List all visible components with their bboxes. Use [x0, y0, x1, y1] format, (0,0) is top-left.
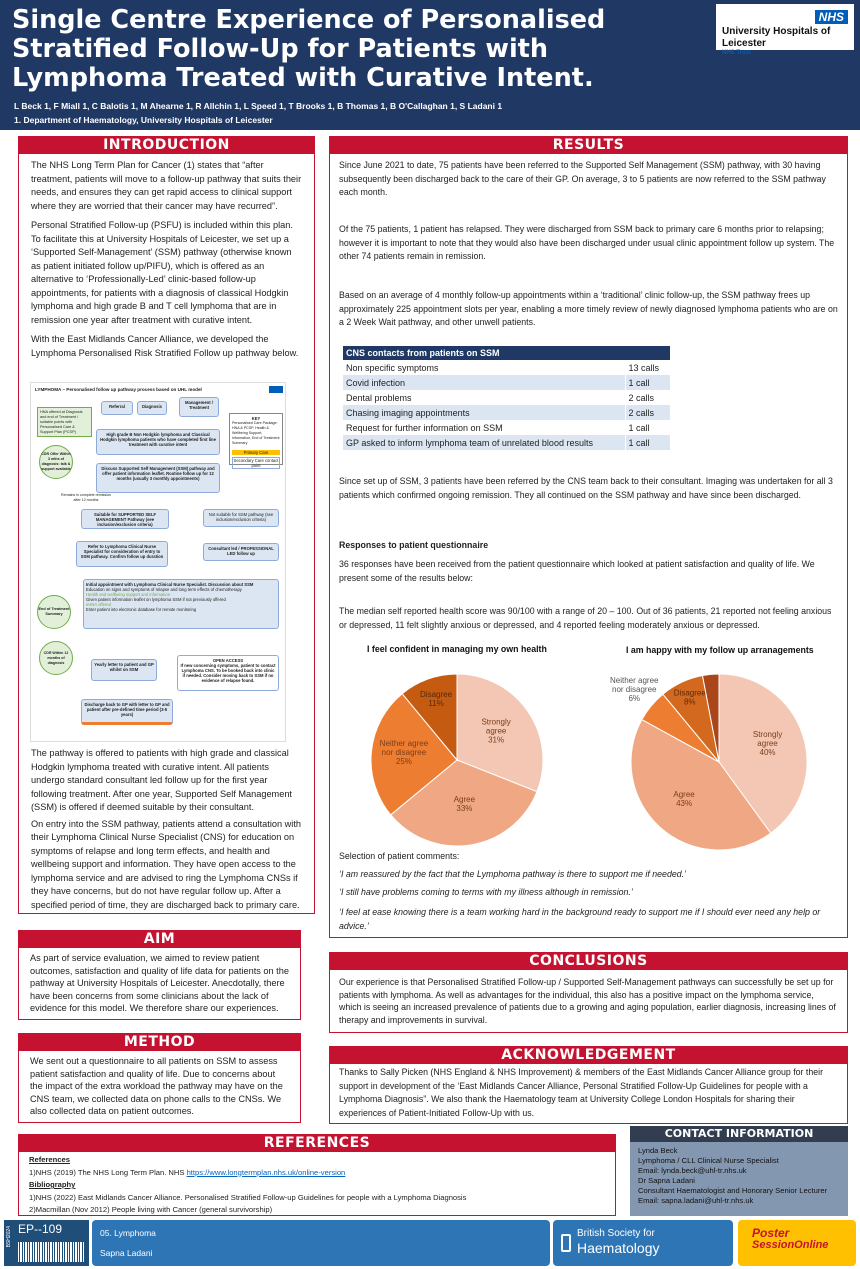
pie-label: Strongly agree 31% — [481, 717, 511, 745]
pso-line1: Poster — [752, 1226, 790, 1240]
side-code: BSH2024 — [6, 1226, 12, 1248]
acknowledgement-panel — [329, 1046, 848, 1124]
pie-label: Strongly agree 40% — [752, 730, 783, 758]
table-row: Non specific symptoms 13 calls — [343, 360, 670, 375]
conclusions-panel — [329, 952, 848, 1033]
author-list: L Beck 1, F Miall 1, C Balotis 1, M Ahearne 1, R Allchin 1, L Speed 1, T Brooks 1, B Thomas 1, B O'Callaghan 1, S Ladani 1 — [14, 101, 503, 111]
discharge-box: Discharge back to GP with letter to GP and patient after pre-defined time period (3-5 years) — [81, 699, 173, 725]
category-block — [92, 1220, 550, 1266]
table-header: CNS contacts from patients on SSM — [343, 346, 670, 360]
acknowledgement-text: Thanks to Sally Picken (NHS England & NHS Improvement) & members of the East Midlands Cancer Alliance group for their support in development of the ‘East Midlands Cancer Alliance, Personal Stratified Follow-Up Guidelines for people with a Lymphoma Diagnosis”. We also thank the Haematology team at University College London Hospitals for sharing their experiences of Patient-Initiated Follow-Up with us. — [339, 1067, 824, 1118]
patient-comment: ‘I am reassured by the fact that the Lymphoma pathway is there to support me if needed.’ — [339, 869, 687, 879]
hna-box: HNA offered at Diagnosis and end of Treatment / suitable points with Personalised Care & Support Plan (PCSP) — [37, 407, 92, 437]
contact-panel — [630, 1126, 848, 1216]
conclusions-heading: CONCLUSIONS — [330, 953, 847, 970]
diagnosis-box: Diagnosis — [137, 401, 167, 415]
contact-email: Email: lynda.beck@uhl-tr.nhs.uk — [638, 1166, 747, 1175]
consultant-led-box: Consultant led / PROFESSIONAL LED follow up — [203, 543, 279, 561]
table-row: GP asked to inform lymphoma team of unrelated blood results 1 call — [343, 435, 670, 450]
open-access-text: If new concerning symptoms, patient to contact Lymphoma CNS. To be booked back into clinic if needed. Consider moving back to SSM if no evidence of relapse found. — [180, 663, 276, 683]
flowchart-title: LYMPHOMA – Personalised follow up pathway process based on UHL model — [35, 387, 202, 392]
intro-paragraph: On entry into the SSM pathway, patients attend a consultation with their Lymphoma Clinical Nurse Specialist (CNS) for education on symptoms of relapse and long term effects, and health and wellbeing support and information. They have open access to the lymphoma service and are advised to ring the Lymphoma CNSs if they have concerns, but do not have regular follow up. After a specified period of time, they are discharged back to primary care. — [31, 818, 301, 910]
bsh-logo — [553, 1220, 733, 1266]
referral-box: Referral — [101, 401, 133, 415]
intro-paragraph: The pathway is offered to patients with high grade and classical Hodgkin lymphoma treated with curative intent. All patients undergo standard consultant led follow up for the first year following treatment. After one year, Supported Self Management (SSM) is offered if deemed suitable by their consultant. — [31, 748, 292, 812]
pie-label: Disagree 11% — [420, 690, 453, 709]
bibliography-label: Bibliography — [29, 1180, 76, 1189]
bsh-line1: British Society for — [577, 1228, 655, 1239]
results-p6: The median self reported health score was 90/100 with a range of 20 – 100. Out of 36 patients, 21 reported not feeling anxious or depressed, 11 felt slightly anxious or depressed, and 4 reported feeling moderately anxious or depressed. — [339, 606, 832, 630]
eot-circle: End of Treatment Summary — [37, 595, 71, 629]
open-access-title: OPEN ACCESS — [212, 658, 244, 663]
reference-link[interactable]: https://www.longtermplan.nhs.uk/online-version — [186, 1167, 346, 1177]
intro-paragraph: Personal Stratified Follow-up (PSFU) is included within this plan. To facilitate this at University Hospitals of Leicester, we set up a ‘Supported Self-Management’ (SSM) pathway (otherwise known as patient initiated follow up/PIFU), which is offered as an alternative to ‘Professionally-Led’ clinic-based follow-up appointments, for patients with a diagnosis of classical Hodgkin lymphoma and high grade B and T cell lymphoma that are in remission one year after treatment with curative intent. — [31, 220, 293, 325]
aim-text: As part of service evaluation, we aimed to review patient outcomes, satisfaction and quality of life data for patients on the pathway at University Hospitals of Leicester. Anecdotally, there have been concerns from some clinicians about the lack of evidence for this model. We therefore share our experiences. — [30, 953, 289, 1013]
questionnaire-heading: Responses to patient questionnaire — [339, 540, 489, 550]
poster-title: Single Centre Experience of Personalised Stratified Follow-Up for Patients with Lymphoma Treated with Curative Intent. — [12, 5, 606, 93]
not-suitable-box: Not suitable for SSM pathway (see inclusion/exclusion criteria) — [203, 509, 279, 527]
key-text: Personalised Care Package: HNA & PCSP, Health & Wellbeing Support, Information, End of Treatment Summary — [232, 421, 280, 445]
secondary-care-key: Secondary Care contact point — [233, 458, 279, 468]
reference-item: 1)NHS (2019) The NHS Long Term Plan. NHS https://www.longtermplan.nhs.uk/online-version — [29, 1167, 346, 1177]
nhs-logo — [716, 4, 854, 56]
remission-note: Remains in complete remission after 12 months — [61, 493, 111, 502]
pie-label: Neither agree nor disagree 25% — [379, 738, 429, 766]
intro-paragraph: With the East Midlands Cancer Alliance, we developed the Lymphoma Personalised Risk Stratified Follow up pathway below. — [31, 334, 299, 358]
references-heading: REFERENCES — [19, 1135, 615, 1152]
method-text: We sent out a questionnaire to all patients on SSM to assess patient satisfaction and quality of life. Due to concerns about the impact of the extra workload the pathway may have on the CNS team, we collected data on phone calls to the CNSs. We also collected data on patient outcomes. — [30, 1056, 283, 1116]
key-box — [229, 413, 283, 468]
nhs-trust-name: University Hospitals of Leicester — [722, 26, 831, 49]
pie-chart-2-title: I am happy with my follow up arranagements — [626, 645, 814, 655]
management-box: Management / Treatment — [179, 397, 219, 417]
bullet-item: Health and wellbeing support and information — [86, 592, 171, 597]
results-p2: Of the 75 patients, 1 patient has relapsed. They were discharged from SSM back to primary care 6 months prior to relapsing; however it is important to note that they would also have been discharged under usual clinic appointment follow up system. The other 74 patients remain in remission. — [339, 224, 835, 261]
barcode-icon — [18, 1242, 84, 1262]
references-panel — [18, 1134, 616, 1216]
patient-comment: ‘I still have problems coming to terms with my illness although in remission.’ — [339, 887, 633, 897]
comments-heading: Selection of patient comments: — [339, 851, 460, 861]
poster-footer — [0, 1220, 860, 1269]
pie-label: Neither agree nor disagree 6% — [610, 675, 659, 703]
contact-line: Lynda Beck — [638, 1146, 678, 1155]
poster-code-block — [4, 1220, 89, 1266]
contact-line: Lymphoma / CLL Clinical Nurse Specialist — [638, 1156, 779, 1165]
contact-line: Consultant Haematologist and Honorary Senior Lecturer — [638, 1186, 828, 1195]
category-label: 05. Lymphoma — [100, 1228, 156, 1238]
pie-label: Disagree 8% — [673, 688, 706, 707]
patient-comment: ‘I feel at ease knowing there is a team working hard in the background ready to support me if I should ever need any help or advice.’ — [339, 907, 821, 931]
results-p3: Based on an average of 4 monthly follow-up appointments within a ‘traditional’ clinic follow-up, the SSM pathway frees up approximately 225 appointment slots per year, enabling a more timely review of newly diagnosed lymphoma patients who are on a 2 Week Wait pathway, and other unwell patients. — [339, 290, 838, 327]
high-grade-box: High grade B Non Hodgkin lymphoma and Classical Hodgkin lymphoma patients who have completed first line treatment with curative intent — [96, 429, 220, 455]
bsh-icon — [561, 1234, 571, 1252]
pathway-flowchart — [30, 382, 286, 742]
bibliography-item: 2)Macmillan (Nov 2012) People living with Cancer (general survivorship) — [29, 1205, 273, 1214]
open-access-box — [177, 655, 279, 691]
conclusions-text: Our experience is that Personalised Stratified Follow-up / Supported Self-Management pathways can successfully be set up for patients with lymphoma. As well as advantages for the individual, this also has a positive impact on the lymphoma service, which is seeing an increased prevalence of patients due to a growing and aging population, earlier diagnosis, increasing lines of therapy and improvements in survival. — [339, 977, 836, 1025]
poster-header — [0, 0, 860, 130]
results-p5: 36 responses have been received from the patient questionnaire which looked at patient satisfaction and quality of life. We present some of the results below: — [339, 559, 815, 583]
presenter-name: Sapna Ladani — [100, 1248, 153, 1258]
method-heading: METHOD — [19, 1034, 300, 1051]
table-row: Dental problems 2 calls — [343, 390, 670, 405]
discuss-ssm-box: Discuss Supported Self Management (SSM) pathway and offer patient information leaflet. Routine follow up for 12 months (usually 3 monthly appointments) — [96, 463, 220, 493]
references-label: References — [29, 1155, 70, 1164]
bullet-item: Education on signs and symptoms of relapse and long term effects of chemotherapy — [86, 587, 242, 592]
nhs-trust-label: NHS Trust — [722, 50, 752, 56]
primary-care-key: Primary Care — [232, 450, 280, 455]
bsh-line2: Haematology — [577, 1240, 660, 1256]
key-title: KEY — [251, 416, 261, 421]
poster-session-online-logo — [738, 1220, 856, 1266]
pie-charts-svg — [329, 655, 848, 850]
acknowledgement-heading: ACKNOWLEDGEMENT — [330, 1047, 847, 1064]
results-heading: RESULTS — [330, 137, 847, 154]
intro-paragraph: The NHS Long Term Plan for Cancer (1) states that “after treatment, patients will move to a follow-up pathway that suits their needs, and ensures they can get rapid access to clinical support where they are worried that their cancer may have recurred”. — [31, 160, 302, 211]
contact-line: Dr Sapna Ladani — [638, 1176, 695, 1185]
results-p1: Since June 2021 to date, 75 patients have been referred to the Supported Self Management (SSM) pathway, with 30 having subsequently been discharged back to the care of their GP. On average, 3 to 5 patients are now referred to the SSM pathway each month. — [339, 160, 826, 197]
pie-label: Agree 43% — [673, 790, 695, 809]
results-p4: Since set up of SSM, 3 patients have been referred by the CNS team back to their consultant. Imaging was undertaken for all 3 patients which confirmed ongoing remission. They all continued on the SSM pathway and have since been discharged. — [339, 476, 833, 500]
poster-code: EP--109 — [18, 1222, 63, 1236]
aim-heading: AIM — [19, 931, 300, 948]
initial-appointment-text: Initial appointment with Lymphoma Clinical Nurse Specialist. Discussion about SSM — [86, 582, 254, 587]
method-panel — [18, 1033, 301, 1123]
suitable-box: Suitable for SUPPORTED SELF MANAGEMENT Pathway (see inclusion/exclusion criteria) — [81, 509, 169, 529]
cns-contacts-table — [343, 346, 670, 450]
cdr-circle: CDR Offer Within 3 mths of diagnosis: talk & support available — [39, 445, 73, 479]
nhs-mini-logo — [269, 386, 283, 393]
aim-panel — [18, 930, 301, 1020]
contact-heading: CONTACT INFORMATION — [630, 1126, 848, 1142]
bullet-item: eHNA offered — [86, 602, 112, 607]
pie-chart-1-title: I feel confident in managing my own health — [367, 644, 547, 654]
affiliation: 1. Department of Haematology, University Hospitals of Leicester — [14, 115, 273, 125]
table-row: Request for further information on SSM 1 call — [343, 420, 670, 435]
contact-email: Email: sapna.ladani@uhl-tr.nhs.uk — [638, 1196, 754, 1205]
pie-label: Agree 33% — [453, 795, 476, 814]
bibliography-item: 1)NHS (2022) East Midlands Cancer Alliance. Personalised Stratified Follow-up Guidelines for people with a Lymphoma Diagnosis — [29, 1192, 467, 1202]
initial-appointment-box — [83, 579, 279, 629]
bullet-item: Given patient information leaflet on lymphoma SSM if not previously offered — [86, 597, 226, 602]
table-row: Chasing imaging appointments 2 calls — [343, 405, 670, 420]
nhs-badge: NHS — [815, 10, 848, 24]
yearly-letter-box: Yearly letter to patient and GP whilst on SSM — [91, 659, 157, 681]
table-row: Covid infection 1 call — [343, 375, 670, 390]
introduction-heading: INTRODUCTION — [19, 137, 314, 154]
bullet-item: Enter patient into electronic database for remote monitoring — [86, 607, 197, 612]
cdr-12-circle: CDR Within 12 months of diagnosis — [39, 641, 73, 675]
refer-cns-box: Refer to Lymphoma Clinical Nurse Specialist for consideration of entry to SSM pathway. Confirm follow up duration — [76, 541, 168, 567]
pso-line2: SessionOnline — [752, 1239, 829, 1251]
